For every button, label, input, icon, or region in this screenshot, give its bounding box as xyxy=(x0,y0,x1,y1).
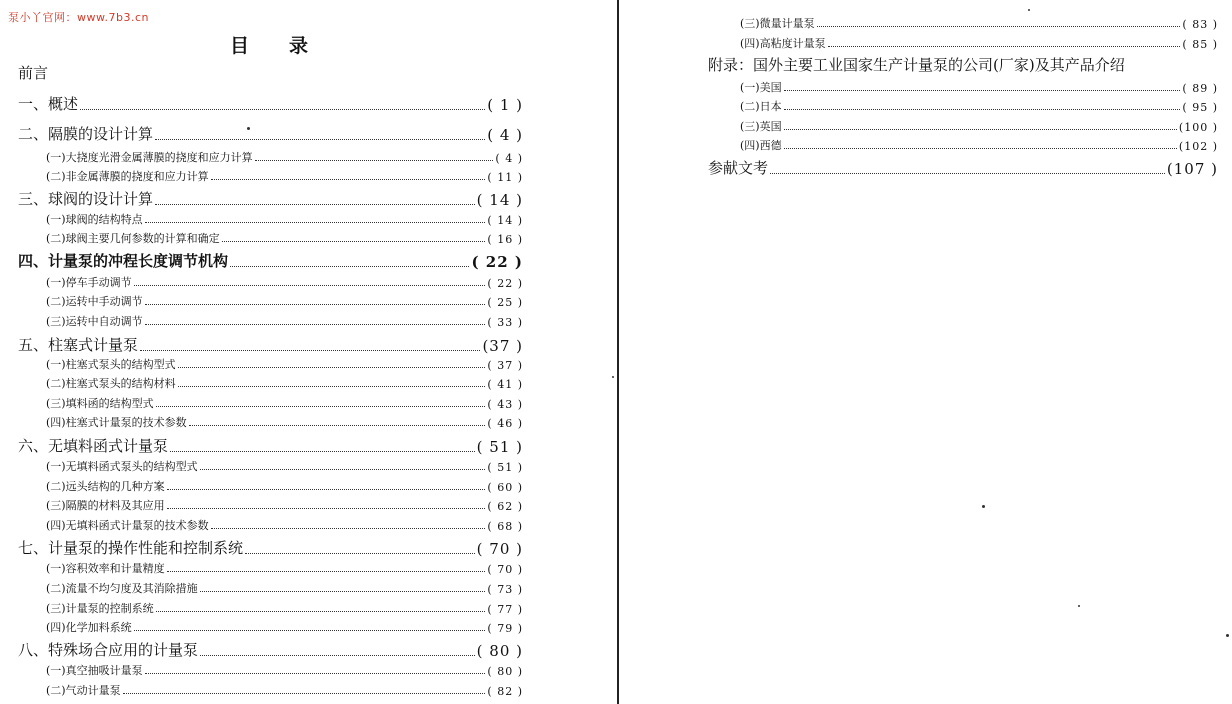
toc-section-entry xyxy=(46,375,523,391)
scan-speck xyxy=(247,127,250,130)
toc-section-entry xyxy=(46,149,523,165)
page-title: 目录 xyxy=(230,35,349,57)
toc-entry-title: (一)大挠度光滑金属薄膜的挠度和应力计算 xyxy=(46,151,253,164)
toc-page-number: ( 60 ) xyxy=(487,481,523,494)
toc-page-number: ( 16 ) xyxy=(487,233,523,246)
dot-leader xyxy=(784,90,1181,91)
dot-leader xyxy=(230,266,469,267)
toc-entry-title: (四)无填料函式计量泵的技术参数 xyxy=(46,519,209,532)
toc-chapter-entry xyxy=(18,436,523,456)
toc-page-number: ( 85 ) xyxy=(1182,38,1218,51)
toc-entry-title: (四)高粘度计量泵 xyxy=(740,37,826,50)
toc-chapter-entry xyxy=(708,158,1218,178)
page-divider xyxy=(617,0,619,704)
dot-leader xyxy=(200,591,486,592)
toc-page-number: ( 70 ) xyxy=(487,563,523,576)
toc-section-entry xyxy=(46,619,523,635)
toc-section-entry xyxy=(46,274,523,290)
dot-leader xyxy=(170,451,475,452)
toc-page-number: ( 73 ) xyxy=(487,583,523,596)
toc-section-entry xyxy=(46,497,523,513)
toc-section-entry xyxy=(46,458,523,474)
toc-page-number: ( 77 ) xyxy=(487,603,523,616)
toc-entry-title: 五、柱塞式计量泵 xyxy=(18,336,139,354)
dot-leader xyxy=(211,528,486,529)
dot-leader xyxy=(156,611,486,612)
dot-leader xyxy=(770,173,1165,174)
toc-page-number: ( 4 ) xyxy=(487,126,523,144)
toc-chapter-entry xyxy=(18,538,523,558)
dot-leader xyxy=(155,204,475,205)
toc-entry-title: (二)柱塞式泵头的结构材料 xyxy=(46,377,176,390)
toc-section-entry xyxy=(46,662,523,678)
toc-page-number: ( 1 ) xyxy=(487,96,523,114)
toc-section-entry xyxy=(46,580,523,596)
toc-page-number: ( 14 ) xyxy=(476,191,523,209)
toc-page-number: ( 33 ) xyxy=(487,316,523,329)
dot-leader xyxy=(178,367,486,368)
toc-entry-title: 八、特殊场合应用的计量泵 xyxy=(18,641,199,659)
dot-leader xyxy=(784,148,1177,149)
toc-entry-title: (三)填料函的结构型式 xyxy=(46,397,154,410)
toc-entry-title: 七、计量泵的操作性能和控制系统 xyxy=(18,539,244,557)
toc-page-number: ( 82 ) xyxy=(487,685,523,698)
dot-leader xyxy=(817,26,1181,27)
toc-page-number: (102 ) xyxy=(1178,140,1218,153)
dot-leader xyxy=(189,425,486,426)
toc-section-entry xyxy=(46,600,523,616)
toc-chapter-entry xyxy=(18,335,523,355)
toc-section-entry xyxy=(740,35,1218,51)
dot-leader xyxy=(155,139,485,140)
toc-entry-title: (一)容积效率和计量精度 xyxy=(46,562,165,575)
toc-section-entry xyxy=(46,356,523,372)
toc-entry-title: 四、计量泵的冲程长度调节机构 xyxy=(18,252,229,270)
toc-entry-title: (二)运转中手动调节 xyxy=(46,295,143,308)
toc-entry-title: (一)停车手动调节 xyxy=(46,276,132,289)
toc-section-entry xyxy=(46,230,523,246)
toc-section-entry xyxy=(46,395,523,411)
toc-page-number: ( 4 ) xyxy=(495,152,523,165)
toc-entry-title: (二)日本 xyxy=(740,100,782,113)
preface-entry: 前言 xyxy=(18,64,49,82)
toc-page-number: ( 22 ) xyxy=(471,253,523,271)
toc-page-number: ( 51 ) xyxy=(476,438,523,456)
toc-page-number: ( 25 ) xyxy=(487,296,523,309)
toc-section-entry xyxy=(46,313,523,329)
toc-entry-title: (三)英国 xyxy=(740,120,782,133)
toc-page-number: ( 83 ) xyxy=(1182,18,1218,31)
toc-page-number: ( 80 ) xyxy=(476,642,523,660)
toc-entry-title: (四)柱塞式计量泵的技术参数 xyxy=(46,416,187,429)
dot-leader xyxy=(140,350,480,351)
toc-entry-title: (一)真空抽吸计量泵 xyxy=(46,664,143,677)
toc-section-entry xyxy=(740,79,1218,95)
toc-section-entry xyxy=(46,560,523,576)
dot-leader xyxy=(145,673,486,674)
dot-leader xyxy=(145,304,486,305)
toc-section-entry xyxy=(46,517,523,533)
toc-section-entry xyxy=(740,137,1218,153)
scan-speck xyxy=(1028,9,1030,11)
toc-entry-title: (二)远头结构的几种方案 xyxy=(46,480,165,493)
toc-page-number: ( 14 ) xyxy=(487,214,523,227)
scan-speck xyxy=(612,376,614,378)
dot-leader xyxy=(828,46,1181,47)
toc-page-number: ( 41 ) xyxy=(487,378,523,391)
toc-page-number: ( 79 ) xyxy=(487,622,523,635)
toc-entry-title: (三)隔膜的材料及其应用 xyxy=(46,499,165,512)
dot-leader xyxy=(784,129,1177,130)
dot-leader xyxy=(200,655,475,656)
toc-entry-title: (一)柱塞式泵头的结构型式 xyxy=(46,358,176,371)
toc-entry-title: (三)计量泵的控制系统 xyxy=(46,602,154,615)
dot-leader xyxy=(167,508,486,509)
dot-leader xyxy=(784,109,1181,110)
toc-page-number: ( 95 ) xyxy=(1182,101,1218,114)
toc-entry-title: 参献文考 xyxy=(708,159,769,177)
toc-section-entry xyxy=(46,168,523,184)
toc-section-entry xyxy=(740,98,1218,114)
toc-chapter-entry xyxy=(18,251,523,271)
toc-entry-title: (一)无填料函式泵头的结构型式 xyxy=(46,460,198,473)
toc-entry-title: 附录：国外主要工业国家生产计量泵的公司(厂家)及其产品介绍 xyxy=(708,56,1125,74)
toc-chapter-entry xyxy=(18,640,523,660)
toc-page-number: ( 51 ) xyxy=(487,461,523,474)
toc-page-number: ( 80 ) xyxy=(487,665,523,678)
dot-leader xyxy=(178,386,486,387)
toc-page-number: (107 ) xyxy=(1166,160,1218,178)
toc-entry-title: (四)化学加料系统 xyxy=(46,621,132,634)
toc-section-entry xyxy=(740,118,1218,134)
toc-entry-title: 六、无填料函式计量泵 xyxy=(18,437,169,455)
toc-entry-title: 二、隔膜的设计计算 xyxy=(18,125,154,143)
dot-leader xyxy=(156,406,486,407)
dot-leader xyxy=(167,571,486,572)
toc-page-number: ( 37 ) xyxy=(487,359,523,372)
toc-page-number: ( 43 ) xyxy=(487,398,523,411)
dot-leader xyxy=(255,160,494,161)
toc-entry-title: 三、球阀的设计计算 xyxy=(18,190,154,208)
toc-page-number: ( 46 ) xyxy=(487,417,523,430)
toc-page-number: ( 11 ) xyxy=(487,171,523,184)
dot-leader xyxy=(167,489,486,490)
right-page xyxy=(620,0,1232,704)
dot-leader xyxy=(134,285,486,286)
toc-entry-title: 一、概述 xyxy=(18,95,79,113)
dot-leader xyxy=(145,222,486,223)
toc-entry-title: (二)流量不均匀度及其消除措施 xyxy=(46,582,198,595)
toc-entry-title: (一)球阀的结构特点 xyxy=(46,213,143,226)
toc-page-number: (37 ) xyxy=(482,337,523,355)
dot-leader xyxy=(200,469,486,470)
toc-entry-title: (二)球阀主要几何参数的计算和确定 xyxy=(46,232,220,245)
scan-speck xyxy=(1078,605,1080,607)
dot-leader xyxy=(134,630,486,631)
toc-section-entry xyxy=(46,682,523,698)
toc-section-entry xyxy=(740,15,1218,31)
toc-page-number: ( 70 ) xyxy=(476,540,523,558)
toc-section-entry xyxy=(46,414,523,430)
toc-chapter-entry xyxy=(18,124,523,144)
dot-leader xyxy=(222,241,486,242)
toc-entry-title: (三)运转中自动调节 xyxy=(46,315,143,328)
toc-section-entry xyxy=(46,478,523,494)
toc-page-number: (100 ) xyxy=(1178,121,1218,134)
toc-entry-title: (二)气动计量泵 xyxy=(46,684,121,697)
dot-leader xyxy=(245,553,475,554)
toc-page-number: ( 22 ) xyxy=(487,277,523,290)
scan-speck xyxy=(982,505,985,508)
toc-page-number: ( 89 ) xyxy=(1182,82,1218,95)
toc-chapter-entry xyxy=(18,189,523,209)
toc-entry-title: (四)西德 xyxy=(740,139,782,152)
toc-page-number: ( 68 ) xyxy=(487,520,523,533)
scan-speck xyxy=(1226,634,1229,637)
toc-appendix-entry xyxy=(708,55,1220,75)
toc-entry-title: (三)微量计量泵 xyxy=(740,17,815,30)
watermark: 泵小丫官网：www.7b3.cn xyxy=(8,11,149,24)
toc-page-number: ( 62 ) xyxy=(487,500,523,513)
toc-entry-title: (二)非金属薄膜的挠度和应力计算 xyxy=(46,170,209,183)
dot-leader xyxy=(145,324,486,325)
dot-leader xyxy=(80,109,485,110)
toc-section-entry xyxy=(46,211,523,227)
toc-section-entry xyxy=(46,293,523,309)
dot-leader xyxy=(211,179,486,180)
toc-entry-title: (一)美国 xyxy=(740,81,782,94)
toc-chapter-entry xyxy=(18,94,523,114)
dot-leader xyxy=(123,693,486,694)
